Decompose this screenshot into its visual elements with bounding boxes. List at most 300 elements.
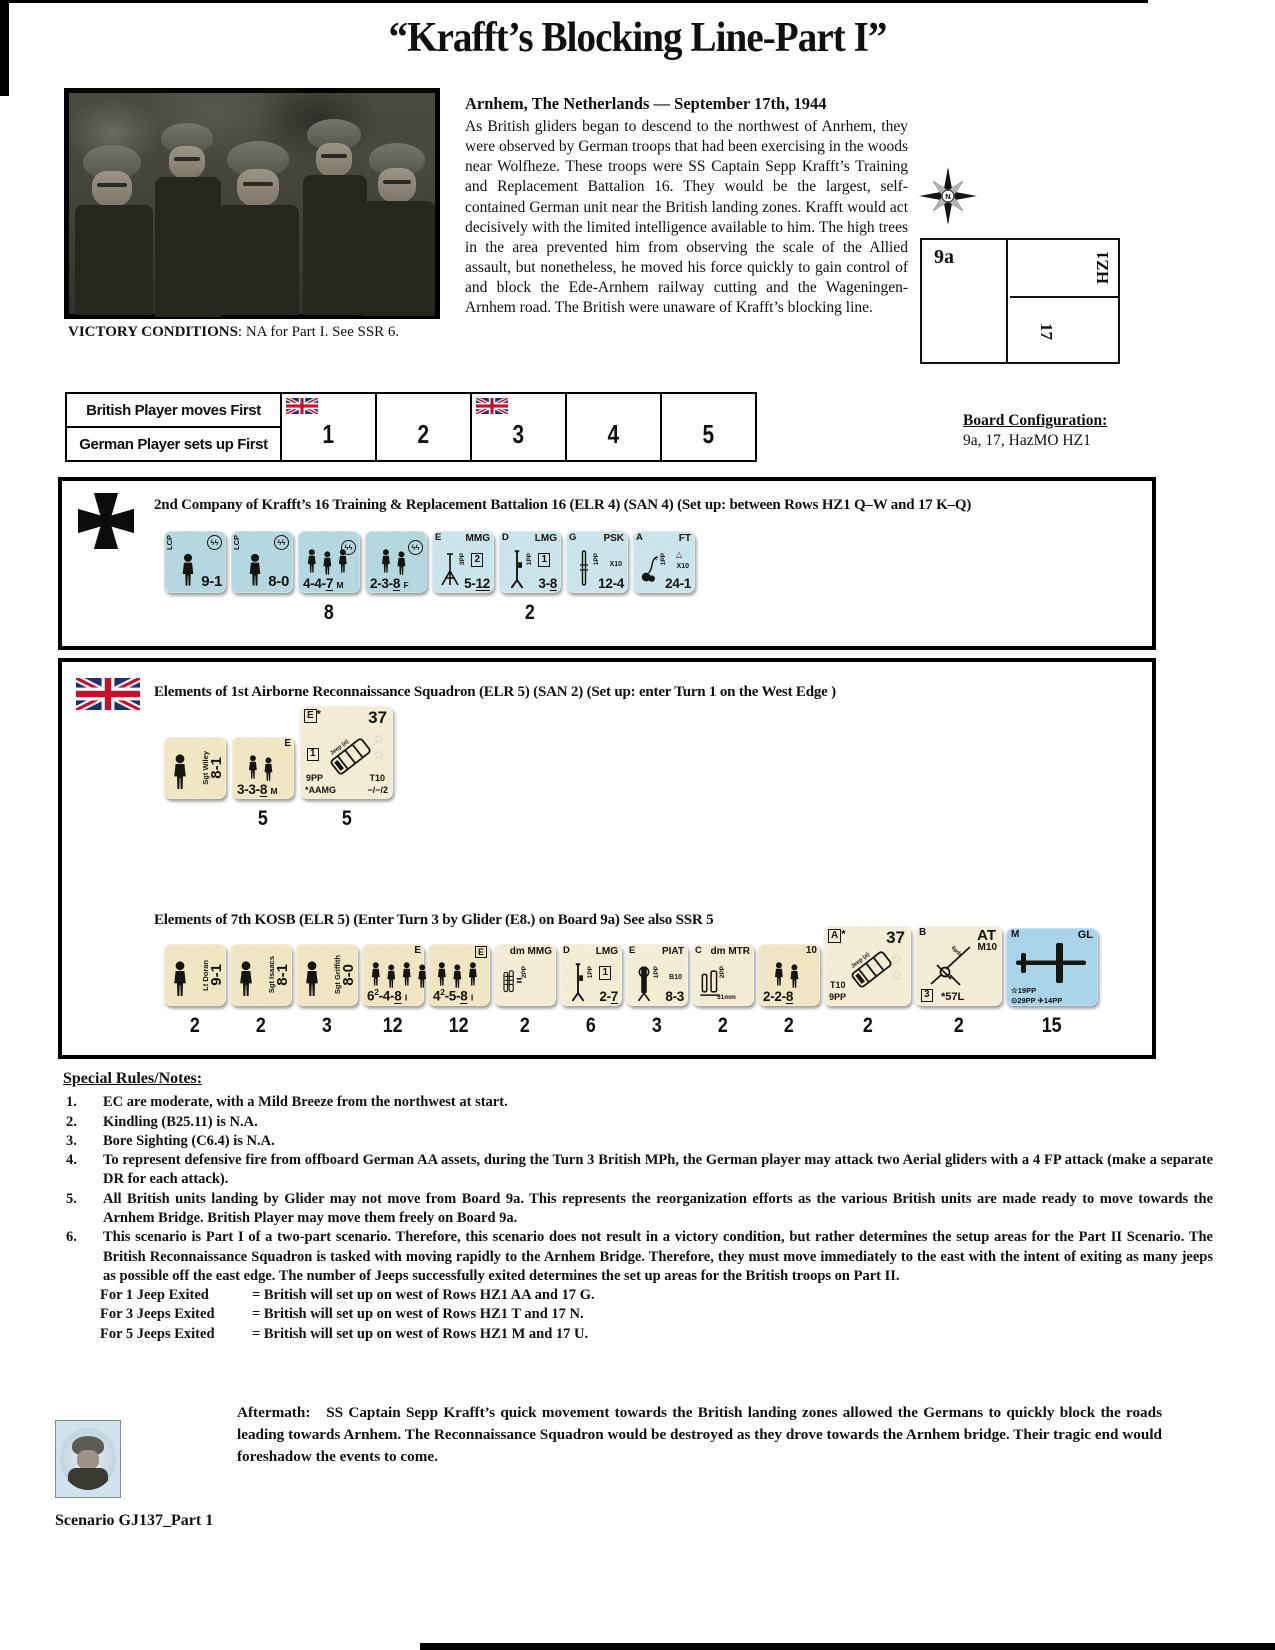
glider-mark: GL <box>1077 929 1093 941</box>
squad-mark <box>431 962 485 989</box>
counter-column <box>232 737 294 837</box>
counter-glider <box>1006 928 1098 1006</box>
counter-column <box>231 531 293 631</box>
counter-sw <box>560 944 622 1006</box>
counter-quantity: 6 <box>586 1014 596 1037</box>
sw-mark: A <box>636 532 643 543</box>
bleader-mark: Sgt Griffith <box>332 955 342 995</box>
atgun-mark <box>921 989 933 1003</box>
squad-mark: E <box>284 738 291 749</box>
jeep-mark <box>844 942 900 990</box>
board-label: 17 <box>1037 322 1056 340</box>
sw-mark: 8-3 <box>665 988 684 1004</box>
soldier-figures-icon <box>365 962 435 989</box>
rule-number: 2. <box>66 1113 77 1130</box>
squad-mark: 3-3-8 M <box>237 781 278 797</box>
bleader-mark: Sgt Wiley <box>200 751 210 785</box>
portrait-soldier-icon <box>60 1428 116 1490</box>
turn-number: 5 <box>702 418 715 449</box>
squad-mark: E <box>414 945 421 956</box>
counter-column <box>494 944 556 1044</box>
counter-column <box>915 926 1002 1044</box>
squad-mark <box>242 755 280 782</box>
sw-mark: C <box>695 945 702 956</box>
counter-column <box>296 944 358 1044</box>
jeep-mark: ★ ★ <box>373 732 384 762</box>
jeep-mark <box>828 929 846 943</box>
victory-conditions <box>68 324 399 341</box>
sw-mark: dm MMG <box>509 946 552 957</box>
sw-mark: 8 <box>549 575 557 591</box>
jeep-exit-text: = British will set up on west of Rows HZ1 T and 17 N. <box>252 1306 584 1323</box>
squad-mark: $4^2-5-8$ I <box>433 987 473 1004</box>
counter-quantity: 2 <box>520 1014 530 1037</box>
counter-leader <box>164 531 226 593</box>
rule-item <box>63 1190 1213 1229</box>
counter-quantity: 2 <box>525 601 535 624</box>
aftermath-portrait <box>55 1420 121 1498</box>
crew-mark: 2-2-8 <box>763 988 794 1004</box>
board-cell-17 <box>1010 300 1118 362</box>
turn-number: 4 <box>607 418 620 449</box>
counter-quantity: 12 <box>383 1014 403 1037</box>
jeep-mark: T10 <box>830 980 846 990</box>
counter-leader <box>231 531 293 593</box>
bleader-mark <box>209 743 224 793</box>
counter-column <box>560 944 622 1044</box>
turn-cell-4 <box>567 392 662 462</box>
soldier-figures-icon <box>375 549 413 576</box>
counter-quantity: 3 <box>322 1014 332 1037</box>
kosb-ob-header: Elements of 7th KOSB (ELR 5) (Enter Turn 3 by Glider (E8.) on Board 9a) See also SSR 5 <box>154 912 714 928</box>
counter-column <box>298 531 360 631</box>
counter-squad <box>298 531 360 593</box>
sw-mark: 51mm <box>717 993 736 1001</box>
board-cell-9a <box>922 240 1008 362</box>
counter-sw <box>692 944 754 1006</box>
squad-mark: 4-4-7 M <box>303 575 344 591</box>
british-ob-box <box>58 658 1156 1059</box>
glider-mark: ☆19PP <box>1011 985 1037 995</box>
at-gun-icon <box>925 942 977 988</box>
union-jack-icon <box>476 398 508 414</box>
glider-mark: M <box>1011 929 1020 940</box>
counter-column <box>164 531 226 631</box>
soldier-figures-icon <box>242 755 280 782</box>
squad-mark: F <box>403 579 409 590</box>
glider-mark: ⊙29PP ✈14PP <box>1011 995 1063 1005</box>
description-heading: Arnhem, The Netherlands — September 17th, 1944 <box>465 94 827 113</box>
victory-text: : NA for Part I. See SSR 6. <box>237 324 400 340</box>
sw-mark: 2-7 <box>599 988 618 1004</box>
sw-mark: dm MTR <box>710 946 750 957</box>
squad-mark: 8 <box>259 781 268 797</box>
jeep-mark: T10 <box>369 773 385 783</box>
sw-mark: 5-12 <box>464 575 490 591</box>
rule-number: 5. <box>66 1190 77 1207</box>
rule-item <box>63 1151 1213 1190</box>
leader-mark: LCP <box>232 535 241 550</box>
bleader-mark <box>275 950 290 1000</box>
sw-mark: E <box>629 945 636 956</box>
counter-jeep <box>300 706 393 799</box>
squad-mark: 7 <box>325 575 334 591</box>
rule-text: This scenario is Part I of a two-part scenario. Therefore, this scenario does not result in a victory condition, but rather determines the setup areas for the Part II Scenario. The British Reconnaissance Squadron is tasked with moving rapidly to the Arnhem Bridge. Therefore, they must move immediately to the east with the intent of exiting as many jeeps as possible off the east edge. The number of Jeeps successfully exited determines the set up areas for the British troops on Part II. <box>103 1229 1213 1284</box>
jeep-exit-label: For 1 Jeep Exited <box>100 1287 209 1304</box>
recon-ob-header: Elements of 1st Airborne Reconnaissance Squadron (ELR 5) (SAN 2) (Set up: enter Turn 1 on the West Edge ) <box>154 684 836 700</box>
scenario-id: Scenario GJ137_Part 1 <box>55 1512 214 1529</box>
jeep-mark <box>323 729 379 777</box>
board-label: HZ1 <box>1093 251 1112 285</box>
leader-mark <box>233 535 241 552</box>
leader-figure-icon <box>300 959 324 999</box>
glider-mark <box>1012 942 1092 984</box>
bleader-mark: 8-1 <box>208 757 225 779</box>
jeep-mark: 9PP <box>829 992 847 1002</box>
crew-mark: 10 <box>805 945 817 956</box>
sw-mark: G <box>569 532 577 543</box>
counter-column <box>566 531 628 631</box>
counter-column <box>1006 928 1098 1044</box>
counter-column <box>164 737 226 837</box>
sw-mark: 1PP <box>660 553 667 566</box>
sw-mark: X10 <box>676 563 689 570</box>
board-cell-hz1 <box>1010 240 1118 298</box>
scan-edge-left <box>0 0 9 96</box>
sw-mark: △ <box>675 550 682 559</box>
sw-mark <box>522 966 529 981</box>
jeep-mark: 37 <box>886 928 905 947</box>
sw-mark: 1PP <box>653 966 660 979</box>
jeep-exit-row <box>100 1325 1213 1344</box>
rule-item <box>63 1113 1213 1132</box>
svg-text:Jeep (a): Jeep (a) <box>849 951 871 970</box>
counter-quantity: 2 <box>953 1014 964 1037</box>
sw-mark: LMG <box>595 946 618 957</box>
jeep-icon <box>323 729 379 777</box>
counter-quantity: 8 <box>324 601 334 624</box>
counter-squad <box>232 737 294 799</box>
sw-mark: PSK <box>603 533 624 544</box>
leader-mark <box>244 552 266 588</box>
counter-quantity: 12 <box>449 1014 469 1037</box>
atgun-mark: 3 <box>921 989 933 1003</box>
counter-column <box>300 706 393 837</box>
ss-runes-icon: ϟϟ <box>207 535 222 550</box>
kosb-counter-row <box>164 926 1098 1044</box>
turn-cells <box>282 392 757 462</box>
jeep-mark: −/−/2 <box>367 785 388 795</box>
rule-number: 4. <box>66 1152 77 1169</box>
bleader-mark: 8-1 <box>274 964 291 986</box>
union-jack-icon <box>76 678 140 710</box>
atgun-mark: *57L <box>941 991 965 1003</box>
counter-sw <box>432 531 494 593</box>
aftermath <box>237 1402 1162 1468</box>
union-jack-icon <box>286 398 318 414</box>
counter-bleader <box>296 944 358 1006</box>
sw-mark: 2 <box>471 553 483 567</box>
scan-edge-top <box>0 0 1148 3</box>
counter-column <box>499 531 561 631</box>
german-counter-row <box>164 531 695 631</box>
board-configuration <box>963 412 1107 450</box>
jeep-mark <box>304 709 321 723</box>
sw-mark <box>599 966 611 980</box>
counter-sw <box>626 944 688 1006</box>
sw-mark: 12 <box>475 575 490 591</box>
jeep-mark: 37 <box>368 708 387 727</box>
leader-figure-icon <box>168 959 192 999</box>
jeep-mark: ★ ★ <box>891 952 902 982</box>
counter-column <box>633 531 695 631</box>
squad-mark: $6^2-4-8$ I <box>367 987 407 1004</box>
squad-mark: I <box>404 992 407 1003</box>
sw-mark: PIAT <box>661 946 684 957</box>
sw-mark: B10 <box>669 974 682 981</box>
photo-german-troops <box>64 88 440 319</box>
bleader-mark <box>234 959 258 999</box>
sw-mark: 3-8 <box>538 575 557 591</box>
balkenkreuz-icon <box>78 493 134 549</box>
atgun-mark <box>925 942 977 988</box>
rule-item <box>63 1228 1213 1286</box>
rule-text: To represent defensive fire from offboard German AA assets, during the Turn 3 British MPh, the German player may attack two Aerial gliders with a 4 FP attack (make a separate DR for each attack). <box>103 1152 1213 1188</box>
jeep-mark <box>307 748 319 762</box>
counter-quantity: 2 <box>784 1014 794 1037</box>
bleader-mark: Sgt Isaacs <box>266 956 276 994</box>
sw-mark: X10 <box>609 561 622 568</box>
sw-mark <box>538 553 550 567</box>
counter-quantity: 5 <box>341 807 352 830</box>
leader-mark: LCP <box>165 535 174 550</box>
sw-mark: 12-4 <box>598 575 624 591</box>
counter-jeep <box>824 926 911 1006</box>
svg-text:Jeep (a): Jeep (a) <box>328 738 350 757</box>
sw-mark: FT <box>678 533 691 544</box>
squad-mark: M <box>336 579 344 590</box>
board-layout-diagram <box>920 238 1120 364</box>
german-ob-box <box>58 477 1156 650</box>
sw-mark: 1PP <box>593 553 600 566</box>
turn-number: 2 <box>417 418 430 449</box>
ss-runes-icon: ϟϟ <box>341 540 356 555</box>
counter-column <box>824 926 911 1044</box>
page-title: “Krafft’s Blocking Line-Part I” <box>388 15 887 61</box>
german-ob-header: 2nd Company of Krafft’s 16 Training & Replacement Battalion 16 (ELR 4) (SAN 4) (Set up: between Rows HZ1 Q–W and 17 K–Q) <box>154 497 972 513</box>
union-jack-icon <box>76 678 140 710</box>
squad-mark: E <box>475 946 487 958</box>
special-rules-heading: Special Rules/Notes: <box>63 1070 203 1087</box>
sw-mark <box>594 553 601 568</box>
sw-mark: 2PP <box>521 966 528 979</box>
rule-number: 1. <box>66 1094 77 1111</box>
rule-number: 3. <box>66 1132 77 1149</box>
soldier-figures-icon <box>431 962 485 989</box>
sw-mark: E <box>435 532 442 543</box>
squad-mark: 8 <box>392 575 401 591</box>
sw-mark: D <box>563 945 570 956</box>
leader-figure-icon <box>244 552 266 588</box>
jeep-exit-label: For 5 Jeeps Exited <box>100 1325 215 1342</box>
sw-mark: LMG <box>534 533 557 544</box>
aftermath-text: SS Captain Sepp Krafft’s quick movement towards the British landing zones allowed the Germans to quickly block the roads leading towards Arnhem. The Reconnaissance Squadron would be destroyed as they drove towards the Arnhem bridge. Their tragic end would foreshadow the events to come. <box>237 1404 1163 1466</box>
glider-icon <box>1012 942 1092 984</box>
jeep-exit-row <box>100 1305 1213 1324</box>
turn-number: 3 <box>512 418 525 449</box>
counter-column <box>428 944 490 1044</box>
counter-sw <box>566 531 628 593</box>
counter-quantity: 2 <box>256 1014 266 1037</box>
rule-item <box>63 1093 1213 1112</box>
squad-mark <box>365 962 435 989</box>
atgun-mark: B <box>919 927 927 938</box>
aftermath-label: Aftermath: <box>237 1404 311 1421</box>
rule-text: All British units landing by Glider may not move from Board 9a. This represents the reorganization efforts as the various British units are made ready to move towards the Arnhem Bridge. British Player may move them freely on Board 9a. <box>103 1190 1213 1226</box>
squad-mark: 2-3-8 F <box>370 575 409 591</box>
counter-column <box>164 944 226 1044</box>
sw-mark: 1 <box>538 553 550 567</box>
rule-text: Kindling (B25.11) is N.A. <box>103 1113 258 1130</box>
squad-mark: 8 <box>394 988 402 1004</box>
atgun-mark: M10 <box>977 942 997 953</box>
jeep-icon <box>844 942 900 990</box>
union-jack-icon <box>286 398 318 414</box>
board-config-value: 9a, 17, HazMO HZ1 <box>963 432 1091 449</box>
sw-mark <box>654 966 661 981</box>
sw-mark: 2PP <box>719 966 726 979</box>
scenario-description <box>465 94 908 318</box>
turn-track-row1: British Player moves First <box>67 394 280 428</box>
rule-text: EC are moderate, with a Mild Breeze from the northwest at start. <box>103 1094 508 1111</box>
victory-label: VICTORY CONDITIONS <box>68 324 238 340</box>
union-jack-icon <box>476 398 508 414</box>
sw-mark: 1 <box>599 966 611 980</box>
squad-mark <box>375 549 413 576</box>
jeep-mark: 1 <box>307 748 319 762</box>
counter-bleader <box>230 944 292 1006</box>
squad-mark <box>475 946 487 958</box>
ss-runes-icon: ϟϟ <box>408 540 423 555</box>
bleader-mark: Lt Doran <box>200 959 210 991</box>
turn-cell-5 <box>662 392 757 462</box>
counter-quantity: 2 <box>862 1014 873 1037</box>
counter-sw <box>633 531 695 593</box>
compass-rose-icon <box>918 166 978 226</box>
counter-squad <box>428 944 490 1006</box>
leader-mark <box>177 552 199 588</box>
squad-mark: 8 <box>460 988 468 1004</box>
crew-mark <box>768 962 806 989</box>
compass-rose-icon <box>918 166 978 226</box>
rule-number: 6. <box>66 1229 77 1246</box>
jeep-exit-text: = British will set up on west of Rows HZ1 AA and 17 G. <box>252 1287 595 1304</box>
counter-column <box>758 944 820 1044</box>
jeep-mark: *AAMG <box>305 785 336 795</box>
counter-squad <box>362 944 424 1006</box>
counter-squad <box>365 531 427 593</box>
counter-column <box>230 944 292 1044</box>
soldier-figures-icon <box>768 962 806 989</box>
bleader-mark <box>168 752 192 792</box>
scan-edge-bottom <box>420 1643 1275 1650</box>
bleader-mark <box>209 950 224 1000</box>
counter-quantity: 2 <box>190 1014 200 1037</box>
sw-mark <box>588 966 595 981</box>
squad-mark: I <box>470 992 473 1003</box>
leader-figure-icon <box>168 752 192 792</box>
counter-atgun <box>915 926 1002 1006</box>
counter-bleader <box>164 944 226 1006</box>
sw-mark <box>661 553 668 568</box>
board-label: 9a <box>934 246 954 268</box>
description-body: As British gliders began to descend to the northwest of Anrhem, they were observed by German troops that had been exercising in the woods near Wolfheze. These troops were SS Captain Sepp Krafft’s Training and Replacement Battalion 16. They would be the largest, self-contained German unit near the British landing zones. Krafft would act decisively with the limited intelligence available to him. The high trees in the area prevented him from observing the scale of the Allied assault, but nonetheless, he moved his force quickly to gain control of and block the Ede-Arnhem railway cutting and the Wageningen-Arnhem road. The British were unaware of Krafft’s blocking line. <box>465 118 908 317</box>
balkenkreuz-icon <box>78 493 134 549</box>
counter-sw <box>494 944 556 1006</box>
svg-text:6pdr: 6pdr <box>949 945 963 958</box>
jeep-mark: 9PP <box>306 773 324 783</box>
jeep-exit-text: = British will set up on west of Rows HZ1 M and 17 U. <box>252 1325 589 1342</box>
bleader-mark <box>300 959 324 999</box>
counter-column <box>432 531 494 631</box>
counter-quantity: 15 <box>1042 1014 1062 1037</box>
turn-cell-3 <box>472 392 567 462</box>
counter-crew <box>758 944 820 1006</box>
sw-mark: MMG <box>465 533 490 544</box>
bleader-mark: 8-0 <box>340 964 357 986</box>
jeep-exit-label: For 3 Jeeps Exited <box>100 1306 215 1323</box>
bleader-mark: 9-1 <box>208 964 225 986</box>
counter-bleader <box>164 737 226 799</box>
crew-mark: 8 <box>785 988 794 1004</box>
counter-column <box>362 944 424 1044</box>
special-rules-list <box>63 1093 1213 1344</box>
jeep-mark: * <box>316 708 321 721</box>
counter-column <box>692 944 754 1044</box>
bleader-mark <box>168 959 192 999</box>
jeep-exit-row <box>100 1286 1213 1305</box>
sw-mark <box>460 553 467 568</box>
special-rules <box>63 1068 1213 1344</box>
turn-number: 1 <box>322 418 335 449</box>
sw-mark: D <box>502 532 509 543</box>
recon-counter-row <box>164 706 393 837</box>
sw-mark: 1PP <box>587 966 594 979</box>
board-config-label: Board Configuration: <box>963 412 1108 429</box>
svg-text:N: N <box>945 191 951 201</box>
bleader-mark <box>341 950 356 1000</box>
sw-mark: 1PP <box>526 553 533 566</box>
leader-mark <box>166 535 174 552</box>
turn-track-labels <box>65 392 282 462</box>
counter-quantity: 5 <box>258 807 268 830</box>
turn-cell-2 <box>377 392 472 462</box>
leader-mark: 8-0 <box>268 573 289 590</box>
sw-mark <box>471 553 483 567</box>
jeep-mark: A <box>828 929 841 943</box>
counter-quantity: 3 <box>652 1014 662 1037</box>
turn-track <box>65 392 757 462</box>
turn-track-row2: German Player sets up First <box>79 435 268 453</box>
rule-text: Bore Sighting (C6.4) is N.A. <box>103 1132 275 1149</box>
jeep-mark: * <box>841 928 846 941</box>
leader-figure-icon <box>177 552 199 588</box>
leader-figure-icon <box>234 959 258 999</box>
squad-mark: M <box>270 785 278 796</box>
atgun-mark: AT <box>977 927 996 944</box>
sw-mark: 24-1 <box>665 575 691 591</box>
counter-sw <box>499 531 561 593</box>
